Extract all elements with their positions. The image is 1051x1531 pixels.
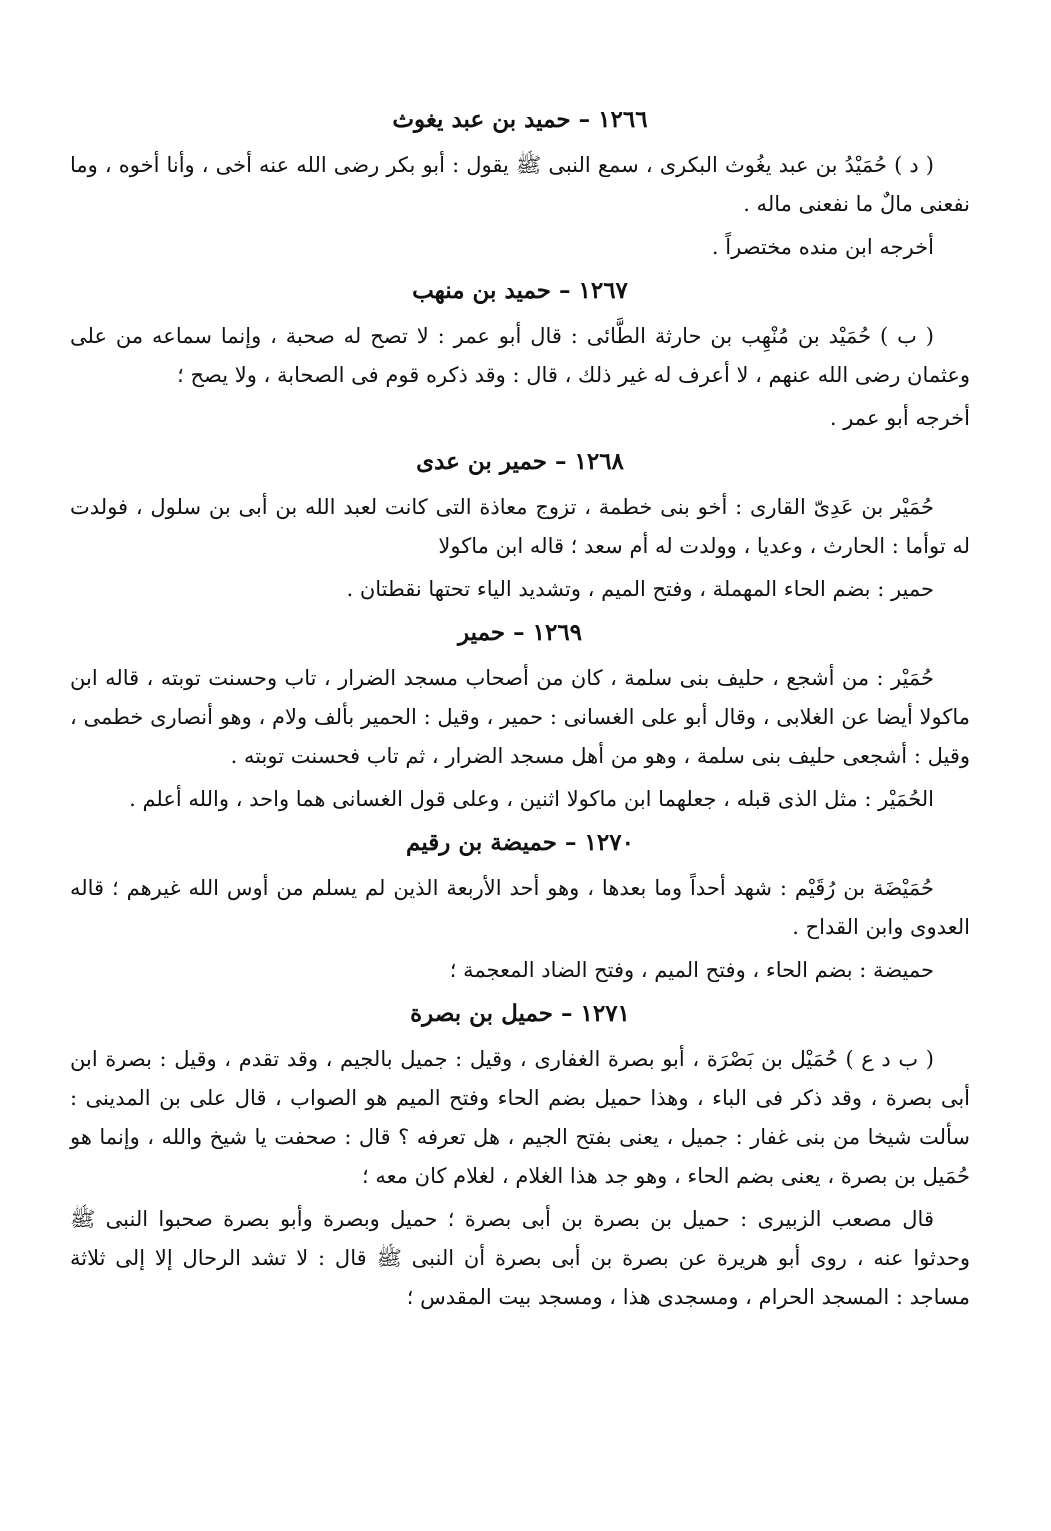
text-column	[70, 100, 970, 1321]
entry-paragraph: ( ب د ع ) حُمَيْل بن بَصْرَة ، أبو بصرة الغفارى ، وقيل : جميل بالجيم ، وقد تقدم ، وقيل : بصرة ابن أبى بصرة ، وقد ذكر فى الباء ، وهذا حميل بضم الحاء وفتح الميم هو الصواب ، قال على بن المدينى : سألت شيخا من بنى غفار : جميل ، يعنى بفتح الجيم ، هل تعرفه ؟ قال : صحفت يا شيخ والله ، وإنما هو حُمَيل بن بصرة ، يعنى بضم الحاء ، وهو جد هذا الغلام ، لغلام كان معه ؛	[70, 1047, 970, 1188]
entry-paragraph: قال مصعب الزبيرى : حميل بن بصرة بن أبى بصرة ؛ حميل وبصرة وأبو بصرة صحبوا النبى ﷺ وحدثوا عنه ، روى أبو هريرة عن بصرة بن أبى بصرة أن النبى ﷺ قال : لا تشد الرحال إلا إلى ثلاثة مساجد : المسجد الحرام ، ومسجدى هذا ، ومسجد بيت المقدس ؛	[70, 1207, 970, 1309]
entry-heading: ١٢٦٩ – حمير	[457, 619, 583, 646]
entry-paragraph: ( د ) حُمَيْدُ بن عبد يغُوث البكرى ، سمع النبى ﷺ يقول : أبو بكر رضى الله عنه أخى ، وأنا أخوه ، وما نفعنى مالٌ ما نفعنى ماله .	[70, 153, 970, 216]
entry-heading: ١٢٧٠ – حميضة بن رقيم	[406, 829, 634, 856]
entry-heading: ١٢٦٨ – حمير بن عدى	[416, 448, 624, 475]
entry-1268	[70, 442, 970, 609]
entry-heading: ١٢٦٦ – حميد بن عبد يغوث	[392, 106, 648, 133]
entry-vocalization-note: حمير : بضم الحاء المهملة ، وفتح الميم ، وتشديد الياء تحتها نقطتان .	[346, 577, 934, 601]
entry-heading: ١٢٦٧ – حميد بن منهب	[412, 277, 628, 304]
entry-paragraph: ( ب ) حُمَيْد بن مُنْهِب بن حارثة الطَّائى : قال أبو عمر : لا تصح له صحبة ، وإنما سماعه من على وعثمان رضى الله عنهم ، لا أعرف له غير ذلك ، قال : وقد ذكره قوم فى الصحابة ، ولا يصح ؛	[70, 324, 970, 387]
entry-1269	[70, 613, 970, 819]
entry-1267	[70, 271, 970, 438]
entry-1266	[70, 100, 970, 267]
entry-heading: ١٢٧١ – حميل بن بصرة	[410, 1000, 630, 1027]
entry-paragraph: حُمَيْر بن عَدِىّ القارى : أخو بنى خطمة ، تزوج معاذة التى كانت لعبد الله بن أبى بن سلول ، فولدت له توأما : الحارث ، وعديا ، وولدت له أم سعد ؛ قاله ابن ماكولا	[70, 495, 970, 558]
entry-1271	[70, 994, 970, 1317]
entry-paragraph: الحُمَيْر : مثل الذى قبله ، جعلهما ابن ماكولا اثنين ، وعلى قول الغسانى هما واحد ، والله أعلم .	[129, 787, 934, 811]
entry-source-note: أخرجه أبو عمر .	[829, 406, 970, 430]
entry-paragraph: حُمَيْضَة بن رُقَيْم : شهد أحداً وما بعدها ، وهو أحد الأربعة الذين لم يسلم من أوس الله غيرهم ؛ قاله العدوى وابن القداح .	[70, 876, 970, 939]
entry-1270	[70, 823, 970, 990]
entry-paragraph: حُمَيْر : من أشجع ، حليف بنى سلمة ، كان من أصحاب مسجد الضرار ، تاب وحسنت توبته ، قاله ابن ماكولا أيضا عن الغلابى ، وقال أبو على الغسانى : حمير ، وقيل : الحمير بألف ولام ، وهو أنصارى خطمى ، وقيل : أشجعى حليف بنى سلمة ، وهو من أهل مسجد الضرار ، ثم تاب فحسنت توبته .	[70, 666, 970, 768]
entry-source-note: أخرجه ابن منده مختصراً .	[711, 235, 934, 259]
entry-vocalization-note: حميضة : بضم الحاء ، وفتح الميم ، وفتح الضاد المعجمة ؛	[449, 958, 934, 982]
